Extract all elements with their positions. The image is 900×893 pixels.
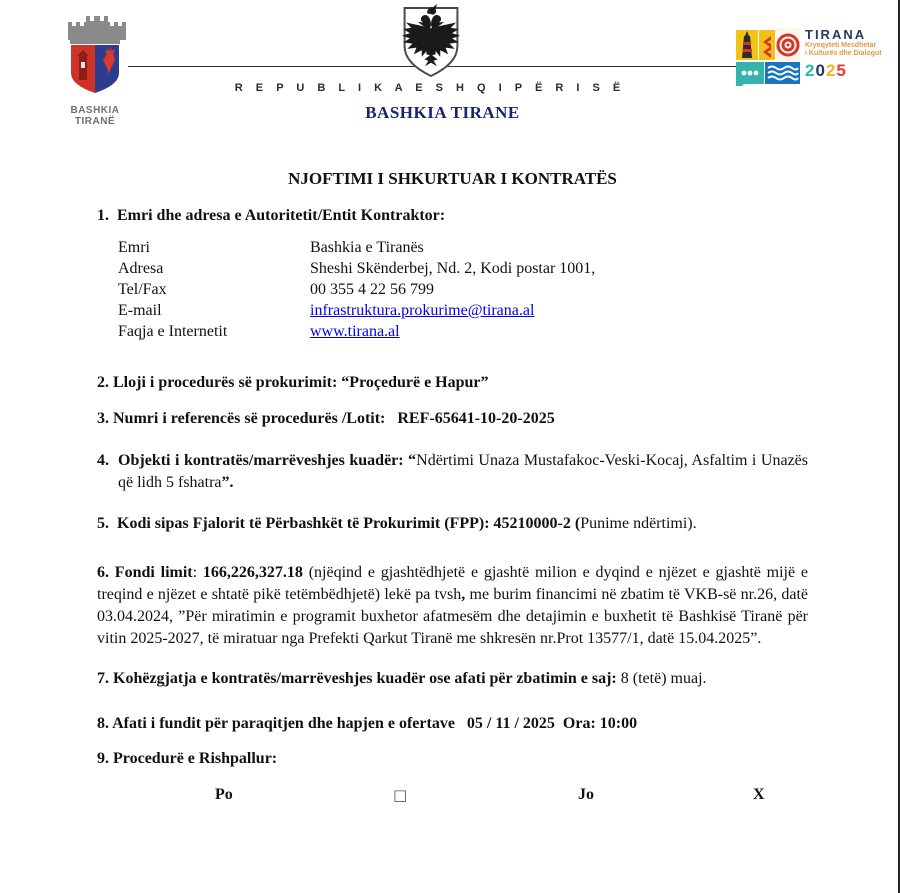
section-3-reference-number: 3. Numri i referencës së procedurës /Lotit: REF-65641-10-20-2025 xyxy=(97,410,555,427)
fund-limit-label: 6. Fondi limit xyxy=(97,564,193,581)
albanian-eagle-icon xyxy=(398,4,464,80)
year-digit: 5 xyxy=(836,61,847,80)
document-body xyxy=(0,168,898,808)
republished-answer-row xyxy=(97,784,808,808)
section-4-close: ”. xyxy=(221,474,234,491)
contact-value: 00 355 4 22 56 799 xyxy=(310,281,434,298)
website-link[interactable]: www.tirana.al xyxy=(310,323,400,340)
jo-x-mark: X xyxy=(753,786,765,803)
contact-label: Adresa xyxy=(118,260,164,277)
section-5-normal: Punime ndërtimi). xyxy=(580,515,697,532)
contact-row-email xyxy=(118,300,808,321)
tirana-2025-tiles xyxy=(736,28,800,91)
section-5-cpv-code xyxy=(97,513,808,535)
tirana-2025-logo xyxy=(736,28,886,91)
contact-label: E-mail xyxy=(118,302,162,319)
year-digit: 2 xyxy=(805,61,816,80)
section-2-procedure-type: 2. Lloji i procedurës së prokurimit: “Proçedurë e Hapur” xyxy=(97,374,489,391)
year-digit: 2 xyxy=(825,61,837,80)
section-1-heading: 1. Emri dhe adresa e Autoritetit/Entit Kontraktor: xyxy=(97,207,446,224)
tirana-2025-subtitle2: i Kulturës dhe Dialogut xyxy=(805,50,882,57)
section-9-heading: 9. Procedurë e Rishpallur: xyxy=(97,750,278,767)
page-title: NJOFTIMI I SHKURTUAR I KONTRATËS xyxy=(288,169,617,188)
tirana-2025-subtitle1: Kryeqyteti Mesdhetar xyxy=(805,42,877,49)
tirana-2025-year xyxy=(805,61,882,81)
tirana-2025-title: TIRANA xyxy=(805,27,867,42)
section-7-bold: 7. Kohëzgjatja e kontratës/marrëveshjes kuadër ose afati për zbatimin e saj: xyxy=(97,670,617,687)
document-header xyxy=(0,0,898,130)
fund-limit-sep: : xyxy=(192,564,203,581)
contact-row-adresa xyxy=(118,258,808,279)
section-4-object-text: Ndërtimi Unaza Mustafakoc-Veski-Kocaj, Asfaltim i Unazës që lidh 5 fshatra xyxy=(118,452,808,491)
fund-limit-words: (njëqind e gjashtëdhjetë e gjashtë milion e dyqind e njëzet e gjashtë mijë e treqind e njëzet e shtatë pikë tetëmbëdhjetë) lekë pa tvsh xyxy=(97,564,809,603)
section-7-normal: 8 (tetë) muaj. xyxy=(616,670,707,687)
section-6-fund-limit xyxy=(97,562,808,650)
contact-label: Emri xyxy=(118,239,150,256)
fund-limit-comma: , xyxy=(461,586,466,603)
contact-value: Bashkia e Tiranës xyxy=(310,239,424,256)
contact-row-telfax xyxy=(118,279,808,300)
contact-table xyxy=(118,237,808,342)
coa-caption-line1: BASHKIA xyxy=(70,105,120,116)
email-link[interactable]: infrastruktura.prokurime@tirana.al xyxy=(310,302,535,319)
section-8-deadline: 8. Afati i fundit për paraqitjen dhe hapjen e ofertave 05 / 11 / 2025 Ora: 10:00 xyxy=(97,715,638,732)
section-5-bold: 5. Kodi sipas Fjalorit të Përbashkët të Prokurimit (FPP): 45210000-2 ( xyxy=(97,515,581,532)
jo-label: Jo xyxy=(578,786,594,803)
year-digit: 0 xyxy=(815,61,826,80)
contact-label: Faqja e Internetit xyxy=(118,323,228,340)
section-7-duration xyxy=(97,668,808,690)
contact-value: Sheshi Skënderbej, Nd. 2, Kodi postar 1001, xyxy=(310,260,596,277)
republic-label: R E P U B L I K A E S H Q I P Ë R I S Ë xyxy=(234,82,626,94)
municipality-label: BASHKIA TIRANE xyxy=(365,103,520,122)
section-4-contract-object xyxy=(97,450,808,494)
fund-limit-source: me burim financimi në zbatim të VKB-së nr.26, datë 03.04.2024, ”Për miratimin e programit buxhetor afatmesëm dhe detajimin e buxhetit të Bashkisë Tiranë për vitin 2025-2027, të miratuar nga Prefekti Qarkut Tiranë me shkresën nr.Prot 13577/1, datë 15.04.2025”. xyxy=(97,586,808,647)
contact-row-website xyxy=(118,321,808,342)
albanian-eagle-emblem xyxy=(398,4,464,85)
section-4-lead: 4. Objekti i kontratës/marrëveshjes kuadër: “ xyxy=(97,452,417,469)
contact-row-emri xyxy=(118,237,808,258)
contact-label: Tel/Fax xyxy=(118,281,167,298)
empty-checkbox: □ xyxy=(393,786,408,804)
coa-caption-line2: TIRANË xyxy=(74,116,116,127)
fund-limit-amount: 166,226,327.18 xyxy=(202,564,309,581)
po-label: Po xyxy=(215,786,233,803)
tirana-2025-tiles-icon xyxy=(736,28,800,86)
